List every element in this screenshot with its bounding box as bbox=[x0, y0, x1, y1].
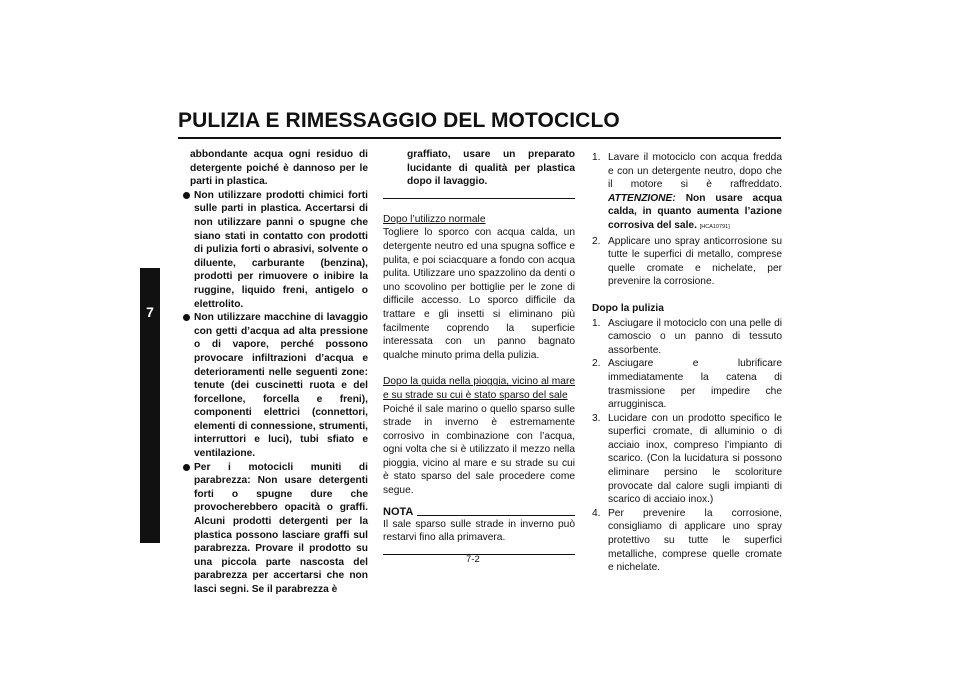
bullet-item bbox=[180, 311, 368, 461]
step-number: 1. bbox=[592, 152, 601, 163]
chapter-number: 7 bbox=[146, 304, 154, 320]
column-3 bbox=[592, 151, 782, 575]
step-number: 4. bbox=[592, 507, 601, 519]
step-number: 1. bbox=[592, 317, 601, 329]
bullet-item bbox=[180, 461, 368, 597]
bullet-text: Non utilizzare prodotti chimici forti sulle parti in plastica. Accertarsi di non utilizzare panni o spugne che siano stati in contatto con prodotti di pulizia forti o abrasivi, solvente o diluente, carburante (benzina), prodotti per rimuovere o inibire la ruggine, liquido freni, antigelo o elettrolito. bbox=[194, 189, 368, 310]
after-cleaning-title: Dopo la pulizia bbox=[592, 302, 664, 314]
list-item bbox=[592, 317, 782, 358]
bullet-text: Per i motocicli muniti di parabrezza: Non usare detergenti forti o spugne dure che provocherebbero opacità o graffi. Alcuni prodotti detergenti per la plastica possono lasciare graffi sul parabrezza. Provare il prodotto su una piccola parte nascosta del parabrezza per accertarsi che non lasci segni. Se il parabrezza è bbox=[194, 461, 368, 595]
attention-text: Non usare acqua calda, in quanto aumenta l’azione corrosiva del sale. bbox=[608, 192, 782, 231]
title-rule bbox=[178, 137, 781, 139]
list-item bbox=[592, 235, 782, 289]
column-1 bbox=[180, 148, 368, 597]
page-title: PULIZIA E RIMESSAGGIO DEL MOTOCICLO bbox=[178, 109, 620, 132]
chapter-tab bbox=[140, 268, 160, 543]
step-text: Asciugare il motociclo con una pelle di camoscio o un panno di tessuto assorbente. bbox=[608, 317, 782, 356]
note-rule bbox=[417, 515, 575, 516]
section-body-rain-sea: Poiché il sale marino o quello sparso sulle strade in inverno è estremamente corrosivo in combinazione con l’acqua, ogni volta che si è utilizzato il mezzo nella pioggia, vicino al mare e su strade su cui è stato sparso del sale procedere come segue. bbox=[383, 403, 575, 497]
continuation-text: graffiato, usare un preparato lucidante di qualità per plastica dopo il lavaggio. bbox=[407, 149, 575, 188]
note-body: Il sale sparso sulle strade in inverno può restarvi fino alla primavera. bbox=[383, 518, 575, 544]
bullet-icon bbox=[183, 192, 190, 199]
section-title-rain-sea: Dopo la guida nella pioggia, vicino al mare e su strade su cui è stato sparso del sale bbox=[383, 376, 575, 401]
bullet-item bbox=[180, 189, 368, 311]
intro-text: abbondante acqua ogni residuo di detergente poiché è dannoso per le parti in plastica. bbox=[190, 149, 368, 188]
section-body-normal-use: Togliere lo sporco con acqua calda, un detergente neutro ed una spugna soffice e pulita, e poi sciacquare a fondo con acqua pulita. Utilizzare uno spazzolino da denti o uno scovolino per bottiglie per le zone di difficile accesso. Lo sporco difficile da trattare e gli insetti si eliminano più facilmente coprendo la superficie interessata con un panno bagnato qualche minuto prima della pulizia. bbox=[383, 227, 575, 361]
attention-label: ATTENZIONE: bbox=[608, 192, 676, 204]
step-text: Per prevenire la corrosione, consigliamo di applicare uno spray protettivo su tutte le superfici metalliche, comprese quelle cromate e nichelate. bbox=[608, 507, 782, 574]
note-label: NOTA bbox=[383, 505, 414, 518]
section-divider bbox=[383, 198, 575, 199]
step-text: Lavare il motociclo con acqua fredda e con un detergente neutro, dopo che il motore si è raffreddato. bbox=[608, 152, 782, 191]
step-text: Asciugare e lubrificare immediatamente la catena di trasmissione per impedire che arrugginisca. bbox=[608, 358, 782, 411]
page-number: 7-2 bbox=[466, 554, 480, 565]
bullet-text: Non utilizzare macchine di lavaggio con getti d’acqua ad alta pressione o di vapore, perché possono provocare infiltrazioni d’acqua e deterioramenti nelle seguenti zone: tenute (dei cuscinetti ruota e del forcellone, forcella e freni), componenti elettrici (connettori, elementi di connessione, strumenti, interruttori e luci), tubi sfiato e ventilazione. bbox=[194, 312, 368, 460]
attention-code: [HCA10791] bbox=[699, 223, 730, 230]
step-text: Applicare uno spray anticorrosione su tutte le superfici di metallo, comprese quelle cromate e nichelate, per prevenire la corrosione. bbox=[608, 235, 782, 288]
list-item bbox=[592, 357, 782, 411]
bullet-icon bbox=[183, 314, 190, 321]
bullet-icon bbox=[183, 464, 190, 471]
column-2 bbox=[383, 148, 575, 555]
note-header bbox=[383, 506, 575, 518]
list-item bbox=[592, 412, 782, 507]
step-number: 2. bbox=[592, 358, 601, 370]
section-title-normal-use: Dopo l’utilizzo normale bbox=[383, 213, 486, 225]
step-text: Lucidare con un prodotto specifico le superfici cromate, di alluminio o di acciaio inox, compreso l’impianto di scarico. (Con la lucidatura si possono eliminare persino le scoloriture provocate dal calore sugli impianti di scarico di acciaio inox.) bbox=[608, 412, 782, 506]
list-item bbox=[592, 507, 782, 575]
list-item bbox=[592, 151, 782, 235]
step-number: 3. bbox=[592, 412, 601, 424]
step-number: 2. bbox=[592, 235, 601, 247]
